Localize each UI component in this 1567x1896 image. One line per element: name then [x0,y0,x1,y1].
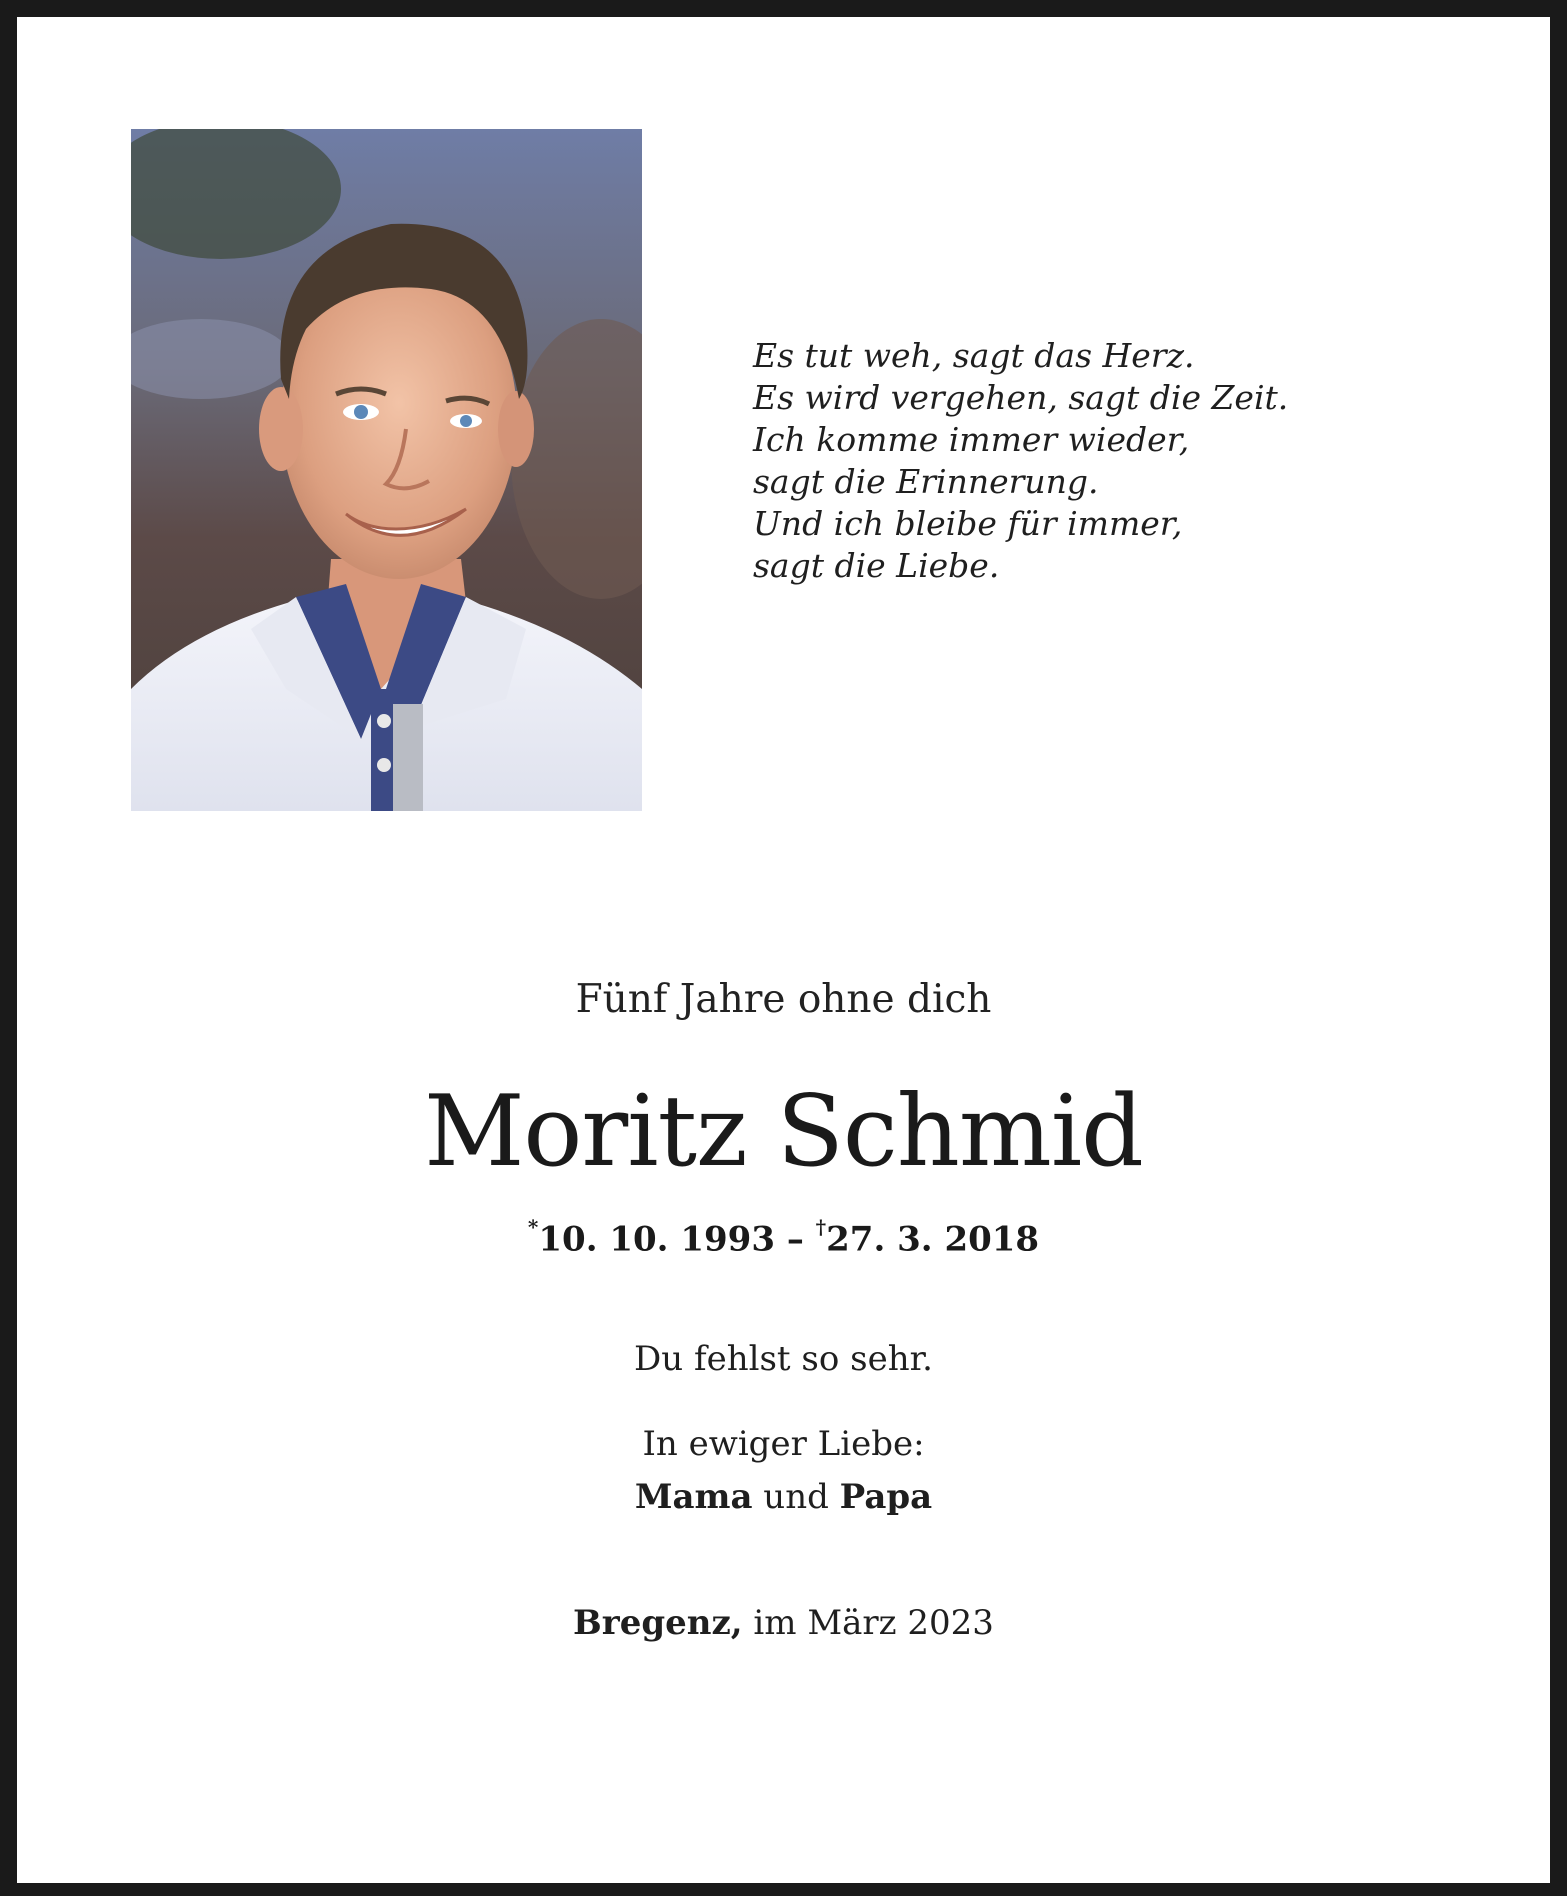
poem-line: sagt die Liebe. [753,546,1000,585]
signer-papa: Papa [839,1477,933,1517]
place-date [17,1601,1550,1645]
poem-line: Ich komme immer wieder, [753,420,1190,459]
poem-line: Es wird vergehen, sagt die Zeit. [753,378,1289,417]
love-intro: In ewiger Liebe: [642,1424,925,1464]
death-date: 27. 3. 2018 [826,1219,1040,1260]
poem-line: Es tut weh, sagt das Herz. [753,336,1195,375]
signers [17,1475,1550,1519]
poem [753,335,1373,587]
signer-conjunction: und [752,1477,840,1517]
poem-line: Und ich bleibe für immer, [753,504,1183,543]
birth-symbol: * [527,1215,539,1239]
death-symbol: † [815,1215,827,1239]
poem-line: sagt die Erinnerung. [753,462,1099,501]
portrait-photo [131,129,642,811]
place-city: Bregenz, [573,1603,743,1643]
life-dates [17,1209,1550,1261]
missing-message: Du fehlst so sehr. [634,1339,933,1379]
place-month: im März 2023 [742,1603,994,1643]
signer-mama: Mama [634,1477,753,1517]
birth-date: 10. 10. 1993 [538,1219,775,1260]
deceased-name: Moritz Schmid [424,1075,1143,1189]
subtitle: Fünf Jahre ohne dich [575,977,992,1022]
date-separator: – [774,1219,816,1260]
portrait-illustration [131,129,642,811]
